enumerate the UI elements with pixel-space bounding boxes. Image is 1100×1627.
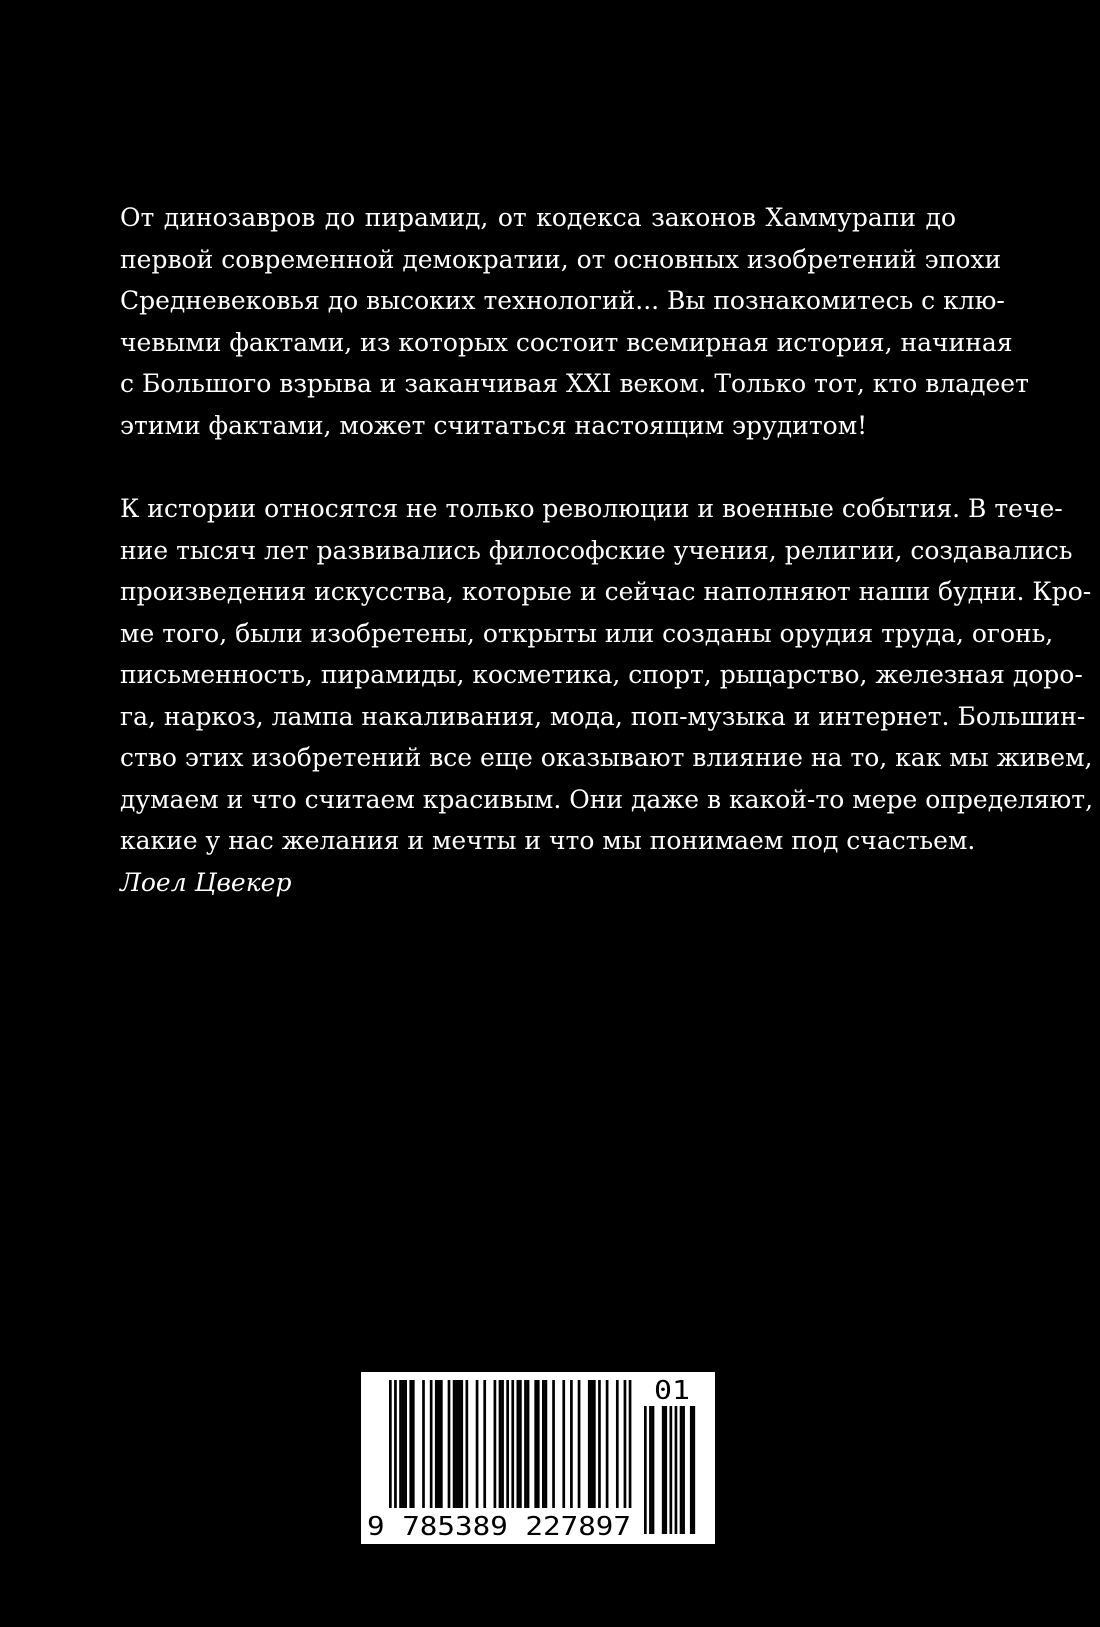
text-line: К истории относятся не только революции и военные события. В тече-	[120, 494, 1063, 523]
text-line: чевыми фактами, из которых состоит всемирная история, начиная	[120, 327, 1013, 357]
barcode-bar	[409, 1380, 412, 1508]
text-line: первой современной демократии, от основных изобретений эпохи	[120, 244, 1002, 274]
barcode-addon-digits: 01	[654, 1376, 690, 1406]
barcode-addon-bar	[690, 1406, 693, 1534]
barcode-bar	[460, 1380, 463, 1508]
barcode-bar	[483, 1380, 486, 1508]
barcode-addon-bar	[664, 1406, 667, 1534]
barcode-bar	[524, 1380, 527, 1508]
barcode-bar	[455, 1380, 458, 1508]
barcode-bar	[534, 1380, 537, 1508]
barcode-bar	[562, 1380, 565, 1508]
barcode-bar	[590, 1380, 593, 1508]
barcode-bar	[527, 1380, 530, 1508]
annotation-paragraph-2	[120, 488, 1094, 903]
text-line: какие у нас желания и мечты и что мы понимаем под счастьем.	[120, 826, 976, 855]
barcode-bar	[404, 1380, 407, 1508]
text-line: ние тысяч лет развивались философские учения, религии, создавались	[120, 535, 1073, 565]
text-line: с Большого взрыва и заканчивая XXI веком. Только тот, кто владеет	[120, 369, 1029, 398]
barcode-bar	[476, 1380, 479, 1508]
barcode-digits: 9 785389 227897	[367, 1512, 631, 1542]
barcode-bar	[402, 1380, 405, 1508]
barcode-bar	[588, 1380, 591, 1508]
annotation-paragraph-1	[120, 197, 1029, 446]
barcode-addon-bar	[649, 1406, 652, 1534]
barcode-bar	[629, 1380, 632, 1508]
barcode-bar	[499, 1380, 502, 1508]
barcode-bar	[593, 1380, 596, 1508]
annotation-text	[120, 197, 1094, 903]
barcode-bar	[552, 1380, 555, 1508]
barcode-bar	[578, 1380, 581, 1508]
text-line: ство этих изобретений все еще оказывают влияние на то, как мы живем,	[120, 743, 1093, 772]
barcode-bar	[422, 1380, 425, 1508]
barcode-bar	[616, 1380, 619, 1508]
text-line: думаем и что считаем красивым. Они даже в какой-то мере определяют,	[120, 784, 1094, 814]
barcode-bar	[606, 1380, 609, 1508]
barcode-addon-bar	[670, 1406, 673, 1534]
barcode-bar	[542, 1380, 545, 1508]
isbn-barcode	[361, 1372, 715, 1544]
barcode-bar	[435, 1380, 438, 1508]
barcode-bar	[399, 1380, 402, 1508]
barcode-addon-bar	[682, 1406, 685, 1534]
barcode-bar	[517, 1380, 520, 1508]
text-line: этими фактами, может считаться настоящим эрудитом!	[120, 410, 868, 440]
author-signature: Лоел Цвекер	[120, 867, 292, 897]
barcode-bar	[389, 1380, 392, 1508]
barcode-bar	[448, 1380, 451, 1508]
barcode-addon-bar	[675, 1406, 678, 1534]
barcode-bar	[537, 1380, 540, 1508]
barcode-bar	[624, 1380, 627, 1508]
barcode-bar	[394, 1380, 397, 1508]
barcode-bar	[545, 1380, 548, 1508]
barcode-bar	[598, 1380, 601, 1508]
barcode-bar	[440, 1380, 443, 1508]
barcode-bar	[437, 1380, 440, 1508]
barcode-addon-bar	[680, 1406, 683, 1534]
barcode-bar	[511, 1380, 514, 1508]
text-line: ме того, были изобретены, открыты или созданы орудия труда, огонь,	[120, 618, 1054, 648]
barcode-bar	[519, 1380, 522, 1508]
barcode-addon-bar	[692, 1406, 695, 1534]
text-line: произведения искусства, которые и сейчас наполняют наши будни. Кро-	[120, 577, 1092, 606]
barcode-bar	[430, 1380, 433, 1508]
barcode-graphic	[361, 1372, 715, 1544]
text-line: От динозавров до пирамид, от кодекса законов Хаммурапи до	[120, 203, 956, 232]
barcode-bar	[570, 1380, 573, 1508]
text-line: Средневековья до высоких технологий... Вы познакомитесь с клю-	[120, 286, 1005, 315]
barcode-bar	[501, 1380, 504, 1508]
barcode-bar	[506, 1380, 509, 1508]
barcode-bar	[466, 1380, 469, 1508]
barcode-bar	[494, 1380, 497, 1508]
text-line: га, наркоз, лампа накаливания, мода, поп-музыка и интернет. Большин-	[120, 701, 1086, 731]
text-line: письменность, пирамиды, косметика, спорт, рыцарство, железная доро-	[120, 660, 1083, 689]
barcode-bar	[453, 1380, 456, 1508]
barcode-bar	[412, 1380, 415, 1508]
barcode-addon-bar	[652, 1406, 655, 1534]
barcode-bar	[458, 1380, 461, 1508]
barcode-addon-bar	[662, 1406, 665, 1534]
barcode-addon-bar	[644, 1406, 647, 1534]
